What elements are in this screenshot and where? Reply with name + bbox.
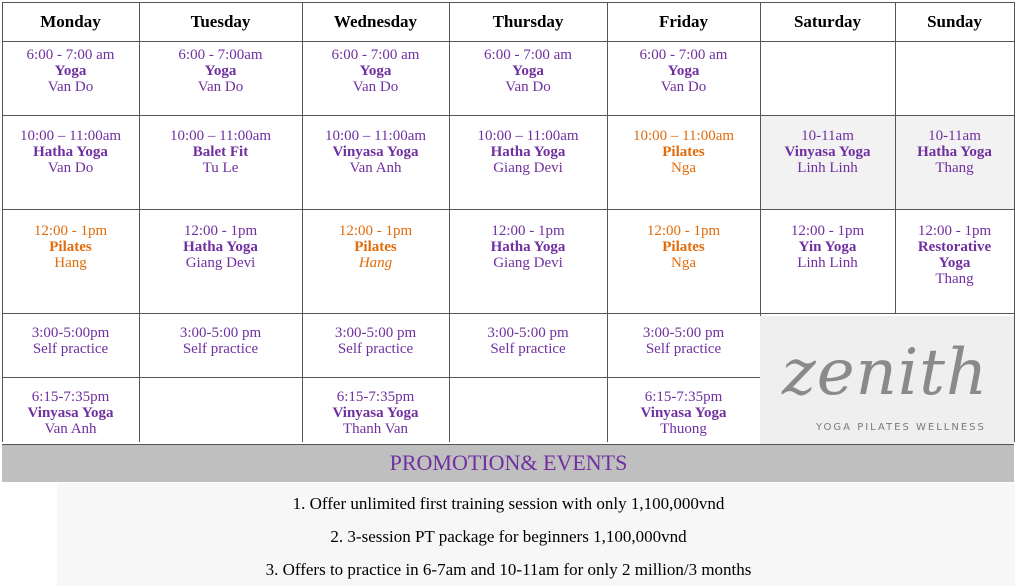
class-time: 6:15-7:35pm — [644, 389, 723, 405]
class-time: 3:00-5:00pm — [31, 325, 110, 341]
promo-title: PROMOTION& EVENTS — [389, 450, 628, 475]
class-instructor: Giang Devi — [493, 160, 563, 176]
class-cell — [449, 325, 607, 357]
class-cell — [302, 128, 449, 176]
grid-line — [2, 2, 1014, 3]
class-instructor: Thang — [935, 160, 974, 176]
class-time: 10:00 – 11:00am — [19, 128, 122, 144]
class-name: Hatha Yoga — [33, 144, 108, 160]
grid-line — [2, 377, 760, 378]
class-instructor: Van Anh — [44, 421, 97, 437]
class-time: 12:00 - 1pm — [183, 223, 258, 239]
class-time: 10:00 – 11:00am — [169, 128, 272, 144]
class-cell — [139, 128, 302, 176]
class-cell — [302, 325, 449, 357]
class-name: Hatha Yoga — [490, 144, 566, 160]
class-cell — [302, 389, 449, 437]
class-name: Vinyasa Yoga — [27, 405, 114, 421]
class-cell — [607, 223, 760, 271]
class-name: Vinyasa Yoga — [784, 144, 871, 160]
class-name: Yoga — [54, 63, 87, 79]
class-instructor: Thang — [935, 271, 974, 287]
grid-line — [449, 2, 450, 442]
class-cell — [139, 223, 302, 271]
day-header-wednesday: Wednesday — [333, 11, 418, 31]
grid-line — [607, 2, 608, 442]
class-cell — [2, 47, 139, 95]
class-instructor: Van Do — [352, 79, 399, 95]
class-cell — [607, 325, 760, 357]
class-cell — [139, 325, 302, 357]
class-instructor: Tu Le — [202, 160, 239, 176]
class-cell — [449, 47, 607, 95]
class-instructor: Thuong — [660, 421, 707, 437]
class-name: Yoga — [359, 63, 392, 79]
day-header-thursday: Thursday — [492, 11, 564, 31]
class-name: Balet Fit — [192, 144, 249, 160]
class-instructor: Van Do — [505, 79, 551, 95]
class-instructor: Self practice — [32, 341, 109, 357]
offer-2: 2. 3-session PT package for beginners 1,100,000vnd — [330, 527, 687, 546]
class-instructor: Van Do — [660, 79, 707, 95]
class-time: 10-11am — [928, 128, 981, 144]
class-name: Hatha Yoga — [183, 239, 258, 255]
class-name: Pilates — [662, 144, 705, 160]
class-time: 6:00 - 7:00 am — [331, 47, 420, 63]
grid-line — [139, 2, 140, 442]
class-time: 3:00-5:00 pm — [642, 325, 725, 341]
class-instructor: Van Do — [197, 79, 244, 95]
class-cell — [607, 47, 760, 95]
logo-wordmark: zenith — [782, 336, 989, 410]
class-time: 6:00 - 7:00 am — [26, 47, 115, 63]
grid-line — [2, 41, 1014, 42]
class-cell — [2, 128, 139, 176]
grid-line — [1014, 2, 1015, 442]
day-header-monday: Monday — [40, 11, 101, 31]
class-time: 3:00-5:00 pm — [334, 325, 417, 341]
grid-line — [2, 115, 1014, 116]
class-name: Vinyasa Yoga — [640, 405, 727, 421]
class-time: 10:00 – 11:00am — [324, 128, 427, 144]
class-time: 6:00 - 7:00am — [178, 47, 263, 63]
class-time: 6:00 - 7:00 am — [639, 47, 728, 63]
class-name: Pilates — [354, 239, 397, 255]
class-instructor: Thanh Van — [342, 421, 409, 437]
class-cell — [607, 128, 760, 176]
class-name: Restorative Yoga — [917, 239, 992, 271]
class-name: Yoga — [667, 63, 700, 79]
class-time: 12:00 - 1pm — [491, 223, 565, 239]
class-instructor: Hang — [358, 255, 393, 271]
day-header-friday: Friday — [658, 11, 709, 31]
class-time: 6:15-7:35pm — [336, 389, 415, 405]
offer-1: 1. Offer unlimited first training session with only 1,100,000vnd — [292, 494, 725, 513]
class-instructor: Linh Linh — [797, 255, 858, 271]
grid-line — [2, 313, 1014, 314]
class-time: 12:00 - 1pm — [646, 223, 721, 239]
class-instructor: Hang — [54, 255, 87, 271]
class-time: 3:00-5:00 pm — [487, 325, 569, 341]
class-instructor: Van Do — [47, 79, 94, 95]
class-instructor: Giang Devi — [185, 255, 256, 271]
class-cell — [760, 128, 895, 176]
class-instructor: Nga — [671, 255, 696, 271]
grid-line — [2, 209, 1014, 210]
class-time: 12:00 - 1pm — [338, 223, 413, 239]
class-cell — [449, 223, 607, 271]
class-name: Hatha Yoga — [490, 239, 566, 255]
zenith-logo — [760, 316, 1014, 444]
class-name: Pilates — [662, 239, 705, 255]
class-cell — [449, 128, 607, 176]
class-time: 12:00 - 1pm — [790, 223, 865, 239]
class-name: Yin Yoga — [798, 239, 857, 255]
class-cell — [895, 223, 1014, 287]
grid-line — [302, 2, 303, 442]
class-time: 10-11am — [801, 128, 854, 144]
logo-tagline: YOGA PILATES WELLNESS — [816, 422, 986, 433]
grid-line — [2, 2, 3, 442]
class-time: 12:00 - 1pm — [33, 223, 108, 239]
class-instructor: Self practice — [645, 341, 722, 357]
class-instructor: Self practice — [337, 341, 414, 357]
class-instructor: Giang Devi — [493, 255, 563, 271]
class-time: 6:00 - 7:00 am — [484, 47, 572, 63]
class-cell — [139, 47, 302, 95]
class-name: Vinyasa Yoga — [332, 144, 419, 160]
class-cell — [760, 223, 895, 271]
class-name: Yoga — [512, 63, 544, 79]
class-time: 10:00 – 11:00am — [632, 128, 735, 144]
grid-line — [895, 2, 896, 313]
class-cell — [607, 389, 760, 437]
class-instructor: Linh Linh — [797, 160, 858, 176]
class-cell — [2, 223, 139, 271]
class-instructor: Van Anh — [349, 160, 402, 176]
class-name: Pilates — [49, 239, 92, 255]
class-instructor: Nga — [671, 160, 696, 176]
class-time: 3:00-5:00 pm — [179, 325, 262, 341]
offer-3: 3. Offers to practice in 6-7am and 10-11am for only 2 million/3 months — [265, 560, 752, 579]
day-header-tuesday: Tuesday — [190, 11, 251, 31]
class-name: Yoga — [204, 63, 237, 79]
class-cell — [302, 223, 449, 271]
class-cell — [2, 325, 139, 357]
class-name: Vinyasa Yoga — [332, 405, 419, 421]
class-time: 6:15-7:35pm — [31, 389, 110, 405]
class-time: 10:00 – 11:00am — [477, 128, 579, 144]
class-instructor: Van Do — [47, 160, 94, 176]
class-instructor: Self practice — [490, 341, 566, 357]
day-header-sunday: Sunday — [927, 11, 982, 31]
class-name: Hatha Yoga — [917, 144, 992, 160]
class-instructor: Self practice — [182, 341, 259, 357]
class-cell — [302, 47, 449, 95]
class-cell — [895, 128, 1014, 176]
class-cell — [2, 389, 139, 437]
day-header-saturday: Saturday — [793, 11, 862, 31]
class-time: 12:00 - 1pm — [917, 223, 992, 239]
